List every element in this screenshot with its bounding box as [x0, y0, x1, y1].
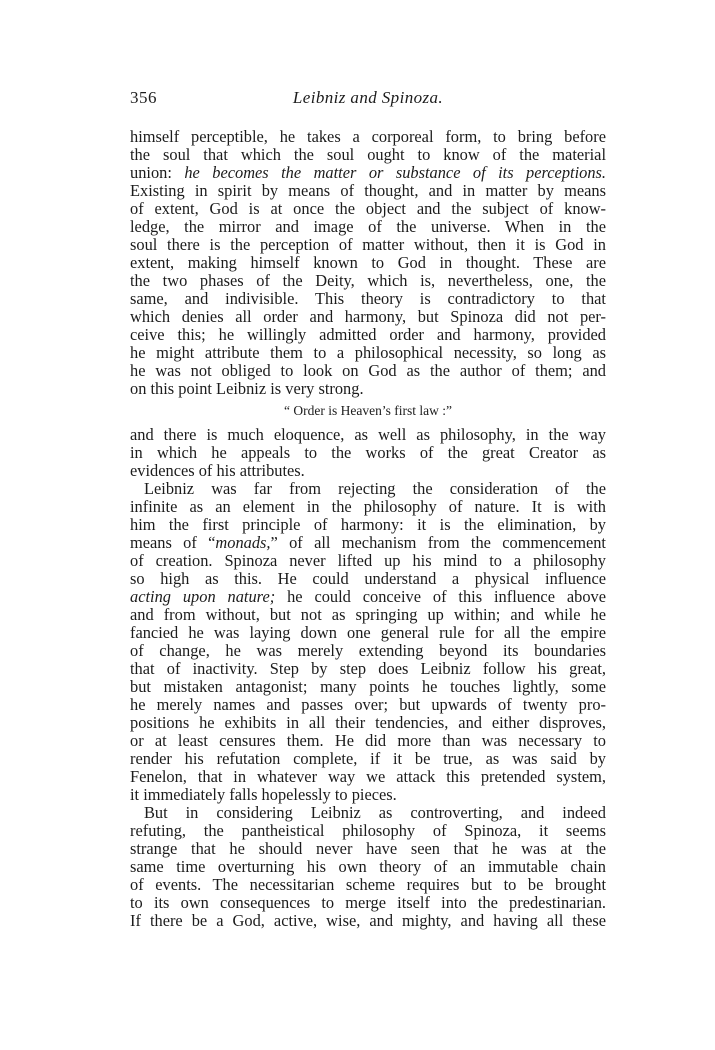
text-line [130, 624, 606, 642]
italic-text: he becomes the matter or substance of its perceptions. [184, 163, 606, 182]
text-segment: positions he exhibits in all their tendencies, and either disproves, [130, 713, 606, 732]
text-segment: of change, he was merely extending beyond its boundaries [130, 641, 606, 660]
text-line [130, 516, 606, 534]
text-line [130, 714, 606, 732]
text-line [130, 822, 606, 840]
text-segment: which denies all order and harmony, but Spinoza did not per- [130, 307, 606, 326]
text-segment: so high as this. He could understand a physical influence [130, 569, 606, 588]
text-segment: him the first principle of harmony: it is the elimination, by [130, 515, 606, 534]
text-segment: means of “ [130, 533, 216, 552]
text-segment: on this point Leibniz is very strong. [130, 379, 364, 398]
text-line [130, 380, 606, 398]
text-segment: extent, making himself known to God in thought. These are [130, 253, 606, 272]
page-header [130, 88, 606, 110]
text-line [130, 858, 606, 876]
text-line [130, 272, 606, 290]
text-line [130, 750, 606, 768]
text-segment: but mistaken antagonist; many points he touches lightly, some [130, 677, 606, 696]
text-line [130, 308, 606, 326]
text-segment: of creation. Spinoza never lifted up his mind to a philosophy [130, 551, 606, 570]
running-title: Leibniz and Spinoza. [292, 88, 444, 107]
text-line [130, 254, 606, 272]
text-line [130, 480, 606, 498]
text-line [130, 732, 606, 750]
text-line [130, 218, 606, 236]
text-line [130, 552, 606, 570]
text-segment: ledge, the mirror and image of the universe. When in the [130, 217, 606, 236]
text-line [130, 876, 606, 894]
text-segment: infinite as an element in the philosophy of nature. It is with [130, 497, 606, 516]
text-line [130, 290, 606, 308]
text-line [130, 344, 606, 362]
text-segment: same, and indivisible. This theory is contradictory to that [130, 289, 606, 308]
text-line [130, 426, 606, 444]
text-segment: Leibniz was far from rejecting the consideration of the [144, 479, 606, 498]
text-line [130, 894, 606, 912]
text-segment: the two phases of the Deity, which is, nevertheless, one, the [130, 271, 606, 290]
text-segment: same time overturning his own theory of an immutable chain [130, 857, 606, 876]
text-segment: refuting, the pantheistical philosophy of Spinoza, it seems [130, 821, 606, 840]
text-segment: But in considering Leibniz as controverting, and indeed [144, 803, 606, 822]
text-segment: ” of all mechanism from the commencement [270, 533, 606, 552]
text-segment: and there is much eloquence, as well as philosophy, in the way [130, 425, 606, 444]
italic-text: acting upon nature; [130, 587, 276, 606]
text-line [130, 128, 606, 146]
text-segment: himself perceptible, he takes a corporeal form, to bring before [130, 127, 606, 146]
text-line [130, 840, 606, 858]
text-segment: to its own consequences to merge itself into the predestinarian. [130, 893, 606, 912]
text-line [130, 236, 606, 254]
text-line [130, 768, 606, 786]
text-segment: strange that he should never have seen that he was at the [130, 839, 606, 858]
text-segment: ceive this; he willingly admitted order and harmony, provided [130, 325, 606, 344]
text-segment: “ Order is Heaven’s first law :” [284, 403, 452, 418]
text-segment: and from without, but not as springing up within; and while he [130, 605, 606, 624]
italic-text: monads, [215, 533, 271, 552]
text-line [130, 642, 606, 660]
epigraph-quote [130, 400, 606, 422]
text-line [130, 326, 606, 344]
text-segment: the soul that which the soul ought to know of the material [130, 145, 606, 164]
text-line [130, 660, 606, 678]
text-line [130, 696, 606, 714]
text-line [130, 786, 606, 804]
text-line [130, 146, 606, 164]
text-segment: fancied he was laying down one general rule for all the empire [130, 623, 606, 642]
text-segment: in which he appeals to the works of the great Creator as [130, 443, 606, 462]
text-line [130, 462, 606, 480]
text-line [130, 570, 606, 588]
text-segment: soul there is the perception of matter without, then it is God in [130, 235, 606, 254]
text-line [130, 534, 606, 552]
text-line [130, 362, 606, 380]
text-line [130, 444, 606, 462]
text-segment: evidences of his attributes. [130, 461, 305, 480]
text-segment: he was not obliged to look on God as the author of them; and [130, 361, 606, 380]
text-line [130, 200, 606, 218]
text-segment: If there be a God, active, wise, and mighty, and having all these [130, 911, 606, 930]
text-line [130, 912, 606, 930]
text-segment: he could conceive of this influence above [275, 587, 606, 606]
text-segment: render his refutation complete, if it be true, as was said by [130, 749, 606, 768]
text-line [130, 498, 606, 516]
body-text [130, 128, 606, 930]
text-segment: or at least censures them. He did more than was necessary to [130, 731, 606, 750]
text-segment: he might attribute them to a philosophical necessity, so long as [130, 343, 606, 362]
text-segment: of extent, God is at once the object and the subject of know- [130, 199, 606, 218]
text-line [130, 182, 606, 200]
text-line [130, 164, 606, 182]
text-segment: Existing in spirit by means of thought, and in matter by means [130, 181, 606, 200]
page-number: 356 [130, 88, 157, 107]
text-segment: that of inactivity. Step by step does Leibniz follow his great, [130, 659, 606, 678]
text-line [130, 606, 606, 624]
text-segment: of events. The necessitarian scheme requires but to be brought [130, 875, 606, 894]
text-line [130, 804, 606, 822]
text-segment: he merely names and passes over; but upwards of twenty pro- [130, 695, 606, 714]
text-line [130, 678, 606, 696]
text-line [130, 588, 606, 606]
text-segment: Fenelon, that in whatever way we attack this pretended system, [130, 767, 606, 786]
text-segment: it immediately falls hopelessly to pieces. [130, 785, 397, 804]
text-segment: union: [130, 163, 185, 182]
